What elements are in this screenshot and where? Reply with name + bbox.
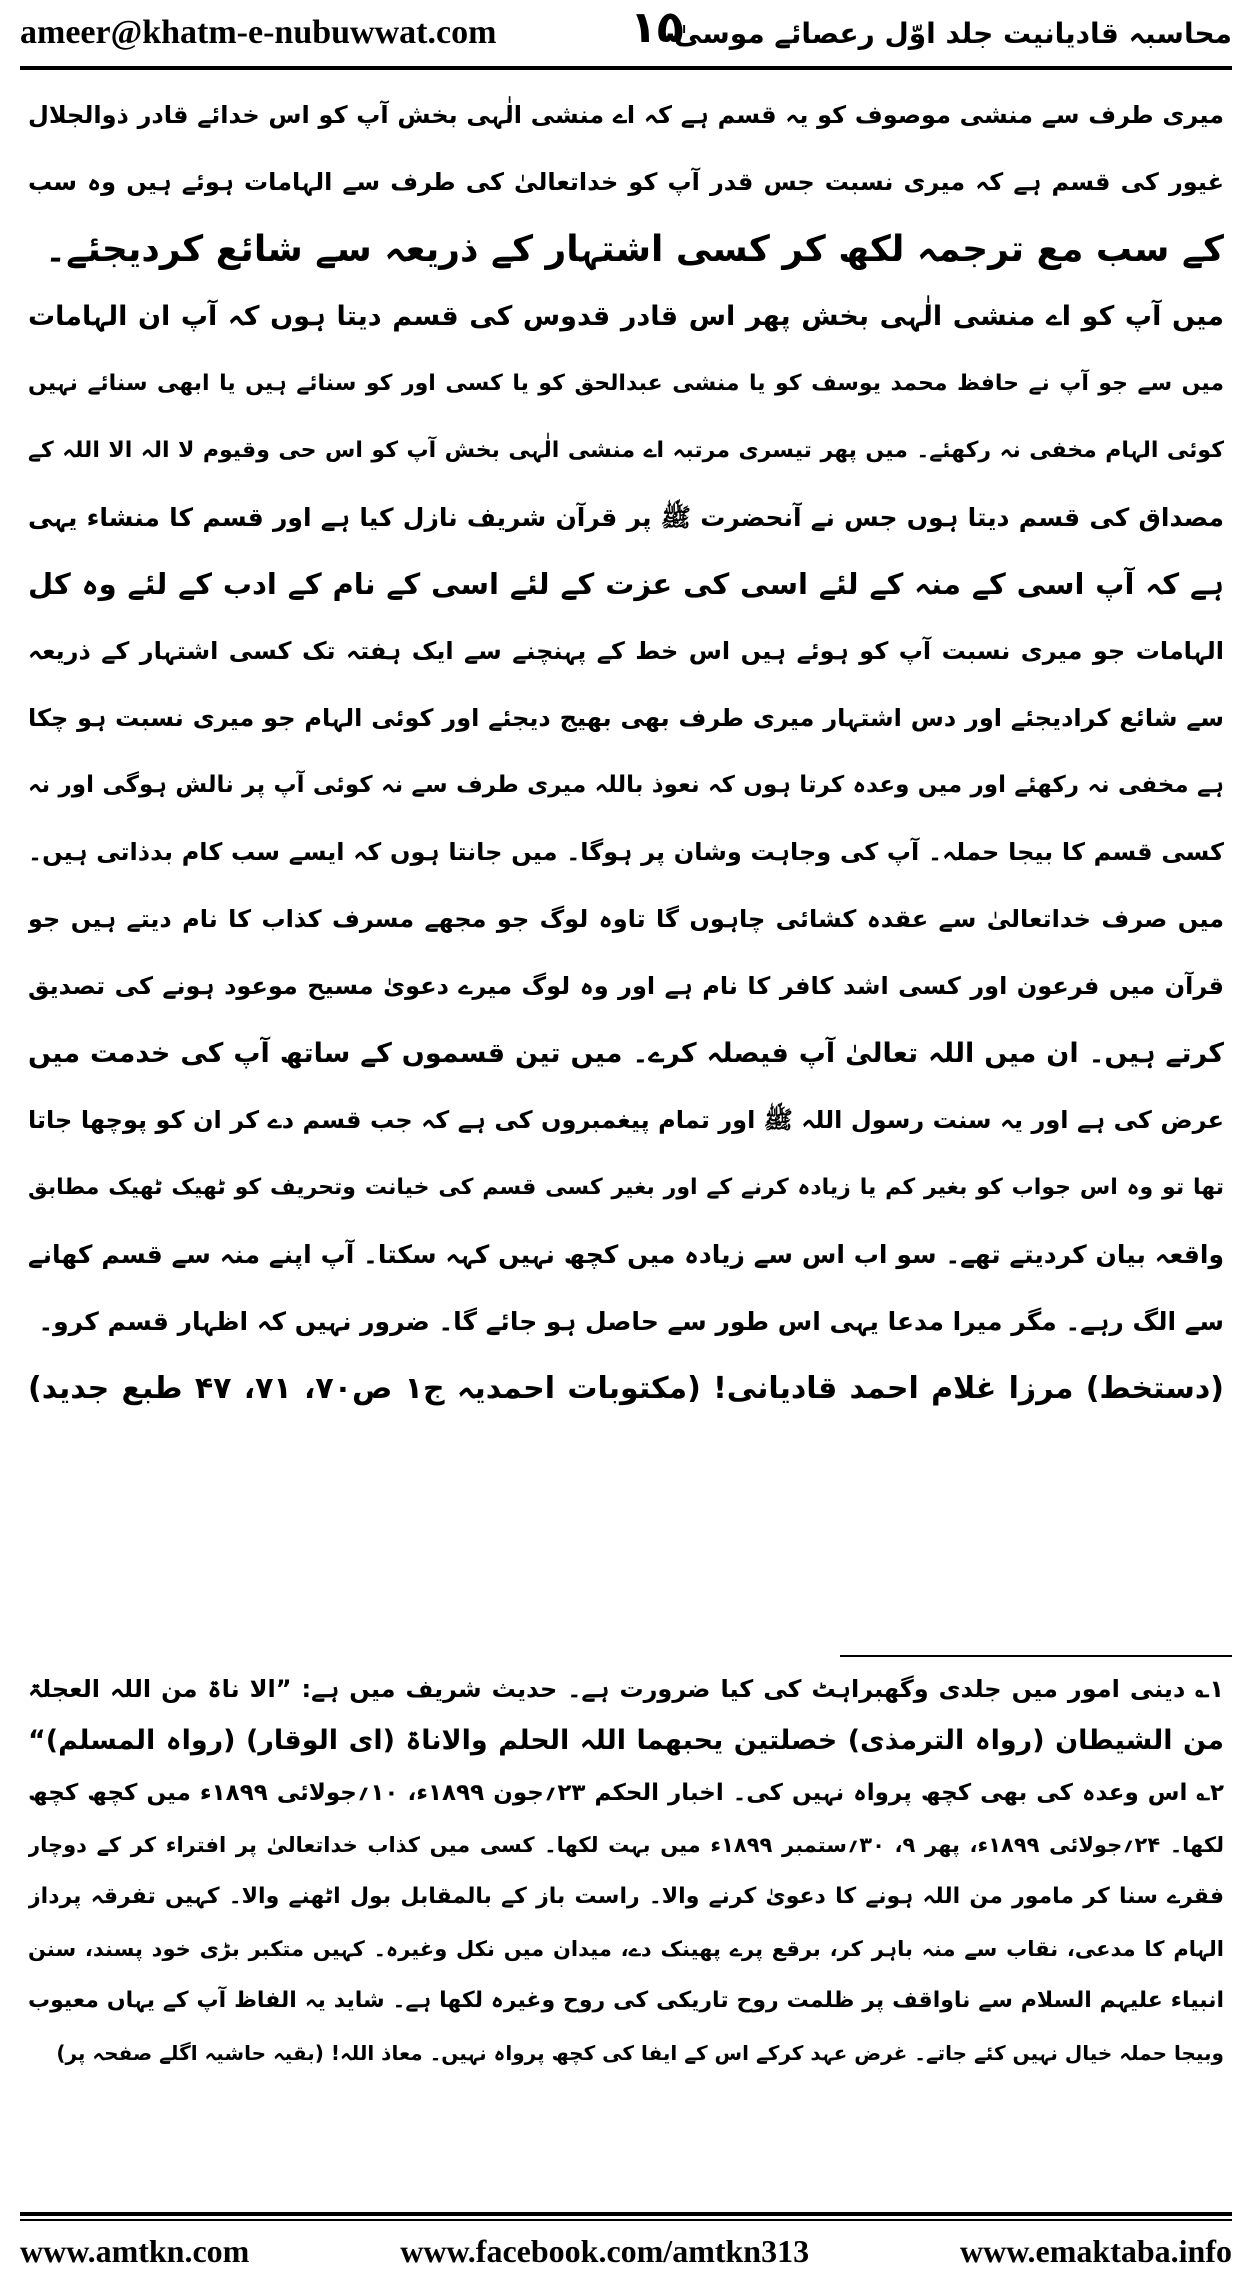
footnote-line: فقرے سنا کر مامور من اللہ ہونے کا دعویٰ کرنے والا۔ راست باز کے بالمقابل بول اٹھنے والا۔ کہیں تفرقہ پرداز [28, 1884, 1224, 1909]
text-line: تھا تو وہ اس جواب کو بغیر کم یا زیادہ کرنے کے اور بغیر کسی قسم کی خیانت وتحریف کو ٹھیک ٹھیک مطابق [28, 1175, 1224, 1200]
main-text [28, 82, 1224, 1422]
footnote-line: ۱؎ دینی امور میں جلدی وگھبراہٹ کی کیا ضرورت ہے۔ حدیث شریف میں ہے: ”الا ناۃ من اللہ العجلۃ [28, 1675, 1224, 1703]
text-line: میں صرف خداتعالیٰ سے عقدہ کشائی چاہوں گا تاوہ لوگ جو مجھے مسرف کذاب کا نام دیتے ہیں جو [28, 905, 1224, 933]
text-line: سے الگ رہے۔ مگر میرا مدعا یہی اس طور سے حاصل ہو جائے گا۔ ضرور نہیں کہ اظہار قسم کرو۔ [38, 1307, 1224, 1336]
text-line: ہے کہ آپ اسی کے منہ کے لئے اسی کی عزت کے لئے اسی کے نام کے ادب کے لئے وہ کل [28, 567, 1224, 601]
footnote-line: وبیجا حملہ خیال نہیں کئے جاتے۔ غرض عہد کرکے اس کے ایفا کی کچھ پرواہ نہیں۔ معاذ اللہ! (بقیہ حاشیہ اگلے صفحہ پر) [56, 2041, 1224, 2065]
header-rule [20, 66, 1232, 70]
header-email[interactable]: ameer@khatm-e-nubuwwat.com [20, 14, 497, 51]
footnote-line: ۲؎ اس وعدہ کی بھی کچھ پرواہ نہیں کی۔ اخبار الحکم ۲۳؍جون ۱۸۹۹ء، ۱۰؍جولائی ۱۸۹۹ء میں کچھ کچھ [28, 1780, 1224, 1806]
text-line: کسی قسم کا بیجا حملہ۔ آپ کی وجاہت وشان پر ہوگا۔ میں جانتا ہوں کہ ایسے سب کام بدذاتی ہیں۔ [28, 838, 1224, 866]
footnote-line: من الشیطان (رواہ الترمذی) خصلتین یحبھما اللہ الحلم والاناۃ (ای الوقار) (رواہ المسلم)“ [28, 1725, 1224, 1756]
text-line: مصداق کی قسم دیتا ہوں جس نے آنحضرت ﷺ پر قرآن شریف نازل کیا ہے اور قسم کا منشاء یہی [28, 503, 1224, 532]
footer-link-amtkn[interactable]: www.amtkn.com [20, 2232, 250, 2269]
text-line: کوئی الہام مخفی نہ رکھئے۔ میں پھر تیسری مرتبہ اے منشی الٰہی بخش آپ کو اس حی وقیوم لا الہ الا اللہ کے [28, 438, 1224, 463]
text-line: ہے مخفی نہ رکھئے اور میں وعدہ کرتا ہوں کہ نعوذ باللہ میری طرف سے نہ کوئی آپ پر نالش ہوگی اور نہ [28, 772, 1224, 798]
footer-link-emaktaba[interactable]: www.emaktaba.info [959, 2232, 1232, 2269]
text-line: غیور کی قسم ہے کہ میری نسبت جس قدر آپ کو خداتعالیٰ کی طرف سے الہامات ہوئے ہیں وہ سب [28, 168, 1224, 196]
text-line: سے شائع کرادیجئے اور دس اشتہار میری طرف بھی بھیج دیجئے اور کوئی الہام جو میری نسبت ہو چکا [28, 704, 1224, 732]
footnote-line: الہام کا مدعی، نقاب سے منہ باہر کر، برقع پرے پھینک دے، میدان میں نکل وغیرہ۔ کہیں متکبر بڑی خود پسند، سنن [28, 1937, 1224, 1961]
footnote-rule [840, 1655, 1232, 1657]
text-line: عرض کی ہے اور یہ سنت رسول اللہ ﷺ اور تمام پیغمبروں کی ہے کہ جب قسم دے کر ان کو پوچھا جاتا [28, 1106, 1224, 1134]
text-line: قرآن میں فرعون اور کسی اشد کافر کا نام ہے اور وہ لوگ میرے دعویٰ مسیح موعود ہونے کی تصدیق [28, 972, 1224, 1000]
page-footer [20, 2226, 1232, 2276]
text-line: میری طرف سے منشی موصوف کو یہ قسم ہے کہ اے منشی الٰہی بخش آپ کو اس خدائے قادر ذوالجلال [28, 101, 1224, 129]
footer-link-facebook[interactable]: www.facebook.com/amtkn313 [400, 2232, 810, 2269]
text-line: کے سب مع ترجمہ لکھ کر کسی اشتہار کے ذریعہ سے شائع کردیجئے۔ [45, 229, 1224, 270]
page-number: ۱۵ [630, 2, 684, 53]
text-line: الہامات جو میری نسبت آپ کو ہوئے ہیں اس خط کے پہنچنے سے ایک ہفتہ تک کسی اشتہار کے ذریعہ [28, 637, 1224, 665]
text-line: واقعہ بیان کردیتے تھے۔ سو اب اس سے زیادہ میں کچھ نہیں کہہ سکتا۔ آپ اپنے منہ سے قسم کھانے [28, 1240, 1224, 1269]
footnote-line: انبیاء علیہم السلام سے ناواقف پر ظلمت روح تاریکی کی روح وغیرہ لکھا ہے۔ شاید یہ الفاظ آپ کے یہاں معیوب [28, 1988, 1224, 2013]
book-title: محاسبہ قادیانیت جلد اوّل رعصائے موسیٰ [673, 16, 1232, 50]
footer-rule-inner [20, 2219, 1232, 2221]
footnote-line: لکھا۔ ۲۴؍جولائی ۱۸۹۹ء، پھر ۹، ۳۰؍ستمبر ۱۸۹۹ء میں بہت لکھا۔ کسی میں کذاب خداتعالیٰ پر افتراء کر کے دوچار [28, 1833, 1224, 1857]
text-line: میں سے جو آپ نے حافظ محمد یوسف کو یا منشی عبدالحق کو یا کسی اور کو سنائے ہیں یا ابھی سنائے نہیں [28, 371, 1224, 396]
page-header [20, 0, 1232, 66]
footer-rule-top [20, 2212, 1232, 2216]
footnotes [28, 1663, 1224, 2079]
text-line: کرتے ہیں۔ ان میں اللہ تعالیٰ آپ فیصلہ کرے۔ میں تین قسموں کے ساتھ آپ کی خدمت میں [28, 1038, 1224, 1069]
text-line: میں آپ کو اے منشی الٰہی بخش پھر اس قادر قدوس کی قسم دیتا ہوں کہ آپ ان الہامات [28, 301, 1224, 332]
signature-line: (دستخط) مرزا غلام احمد قادیانی! (مکتوبات احمدیہ ج۱ ص۷۰، ۷۱، ۴۷ طبع جدید) [28, 1371, 1224, 1406]
